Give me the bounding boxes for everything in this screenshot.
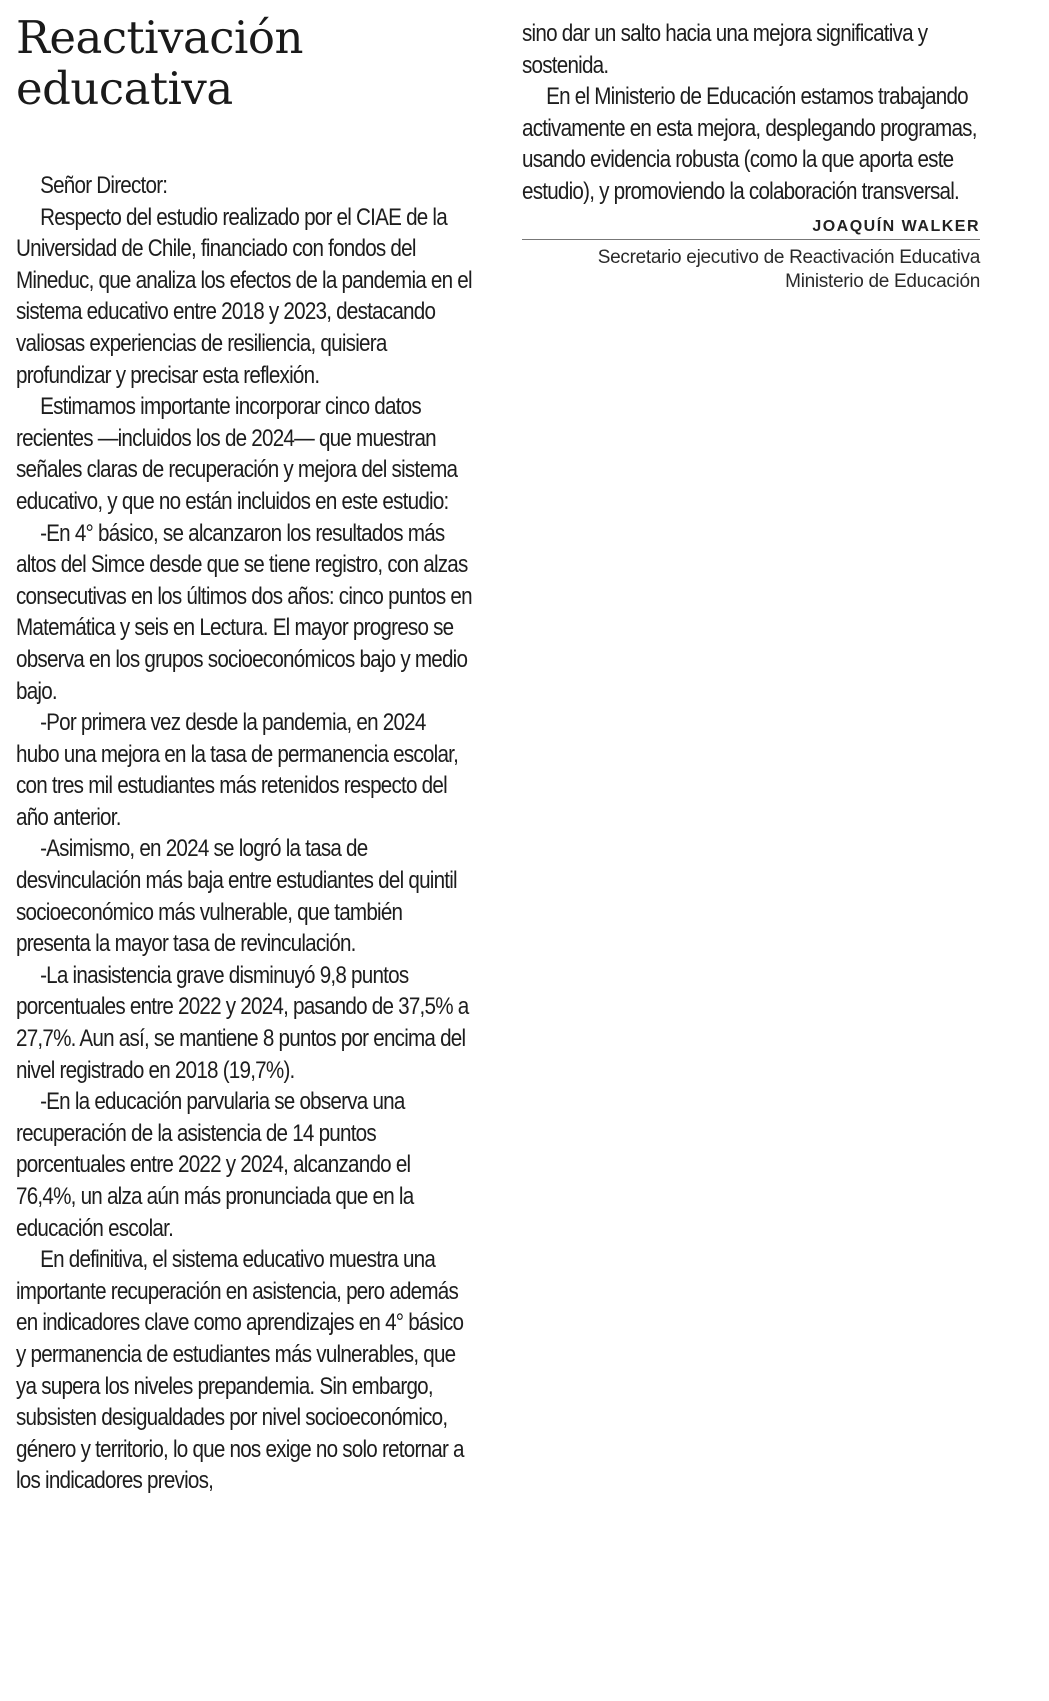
paragraph-4: -Por primera vez desde la pandemia, en 2024 hubo una mejora en la tasa de permanencia escolar, con tres mil estudiantes más retenidos respecto del año anterior. (16, 709, 459, 831)
paragraph-2: Estimamos importante incorporar cinco datos recientes —incluidos los de 2024— que muestran señales claras de recuperación y mejora del sistema educativo, y que no están incluidos en este estudio: (16, 393, 458, 515)
paragraph-10: En el Ministerio de Educación estamos trabajando activamente en esta mejora, desplegando programas, usando evidencia robusta (como la que aporta este estudio), y promoviendo la colaboración transversal. (522, 83, 977, 205)
paragraph-1: Respecto del estudio realizado por el CIAE de la Universidad de Chile, financiado con fondos del Mineduc, que analiza los efectos de la pandemia en el sistema educativo entre 2018 y 2023, destacando valiosas experiencias de resiliencia, quisiera profundizar y precisar esta reflexión. (16, 203, 472, 389)
paragraph-3: -En 4° básico, se alcanzaron los resultados más altos del Simce desde que se tiene registro, con alzas consecutivas en los últimos dos años: cinco puntos en Matemática y seis en Lectura. El mayor progreso se observa en los grupos socioeconómicos bajo y medio bajo. (16, 519, 472, 705)
signature-role (522, 246, 980, 294)
right-column (522, 18, 980, 294)
paragraph-8: En definitiva, el sistema educativo muestra una importante recuperación en asistencia, pero además en indicadores clave como aprendizajes en 4° básico y permanencia de estudiantes más vulnerables, que ya supera los niveles prepandemia. Sin embargo, subsisten desigualdades por nivel socioeconómico, género y territorio, lo que nos exige no solo retornar a los indicadores previos, (16, 1246, 464, 1495)
paragraph-7: -En la educación parvularia se observa una recuperación de la asistencia de 14 puntos porcentuales entre 2022 y 2024, alcanzando el 76,4%, un alza aún más pronunciada que en la educación escolar. (16, 1088, 414, 1242)
right-body (522, 18, 980, 208)
salutation: Señor Director: (40, 172, 168, 199)
paragraph-9: sino dar un salto hacia una mejora significativa y sostenida. (522, 20, 928, 79)
article-headline (16, 12, 474, 114)
headline-line-2: educativa (16, 62, 233, 115)
paragraph-5: -Asimismo, en 2024 se logró la tasa de desvinculación más baja entre estudiantes del quintil socioeconómico más vulnerable, que también presenta la mayor tasa de revinculación. (16, 835, 457, 958)
paragraph-6: -La inasistencia grave disminuyó 9,8 puntos porcentuales entre 2022 y 2024, pasando de 37,5% a 27,7%. Aun así, se mantiene 8 puntos por encima del nivel registrado en 2018 (19,7%). (16, 961, 469, 1084)
signature-role-line-1: Secretario ejecutivo de Reactivación Educativa (597, 246, 980, 268)
headline-line-1: Reactivación (16, 11, 303, 64)
left-body (16, 170, 474, 1497)
signature-role-line-2: Ministerio de Educación (785, 270, 980, 292)
signature-name: JOAQUÍN WALKER (522, 218, 980, 240)
left-column (16, 12, 474, 1497)
